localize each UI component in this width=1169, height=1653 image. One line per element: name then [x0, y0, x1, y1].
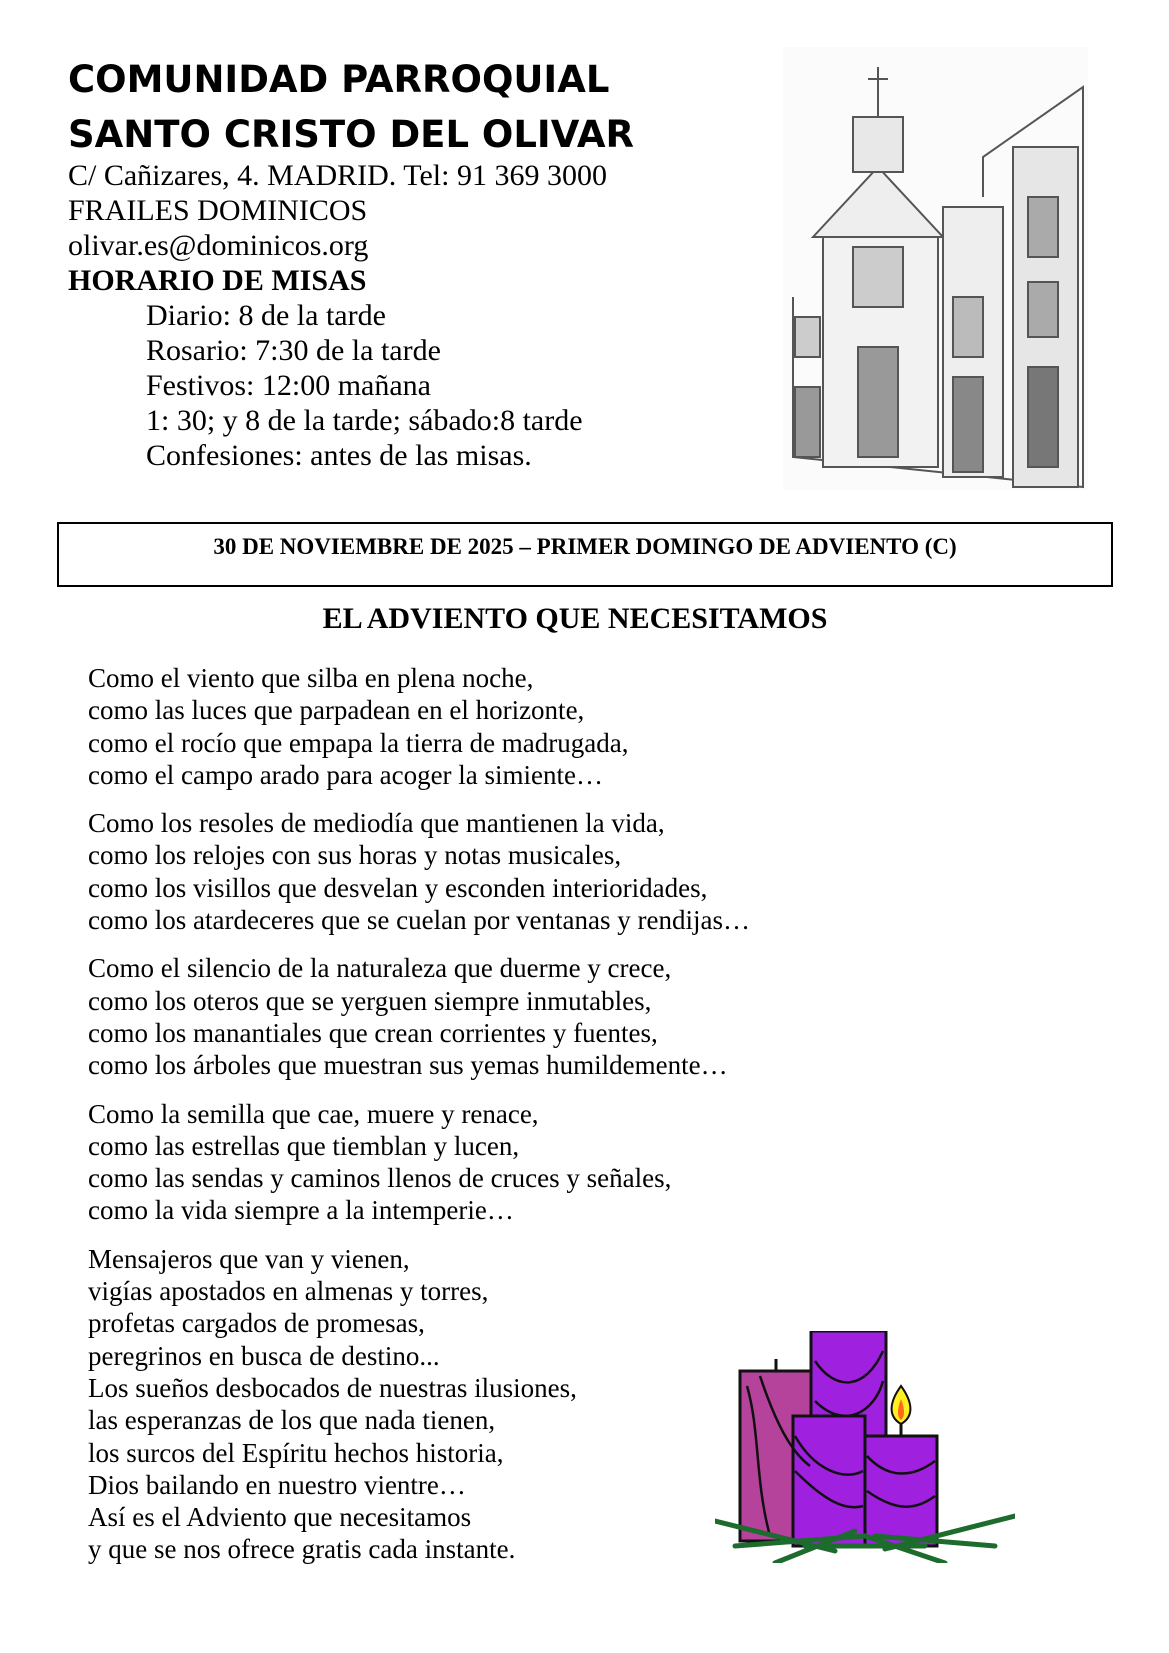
poem-line: las esperanzas de los que nada tienen, — [88, 1405, 496, 1436]
poem-line: como los atardeceres que se cuelan por ventanas y rendijas… — [88, 905, 750, 936]
poem-line: Los sueños desbocados de nuestras ilusiones, — [88, 1372, 577, 1403]
date-banner-text: 30 DE NOVIEMBRE DE 2025 – PRIMER DOMINGO DE ADVIENTO (C) — [213, 534, 957, 559]
poem — [88, 662, 750, 1582]
poem-stanza — [88, 662, 750, 791]
schedule-list — [68, 298, 607, 473]
poem-line: como el rocío que empapa la tierra de madrugada, — [88, 727, 629, 758]
poem-line: como el campo arado para acoger la simiente… — [88, 759, 604, 790]
poem-line: y que se nos ofrece gratis cada instante. — [88, 1534, 516, 1565]
parish-info — [68, 158, 607, 473]
poem-line: como los relojes con sus horas y notas musicales, — [88, 840, 622, 871]
poem-line: Mensajeros que van y vienen, — [88, 1243, 410, 1274]
poem-line: Como el silencio de la naturaleza que duerme y crece, — [88, 953, 672, 984]
poem-stanza — [88, 952, 750, 1081]
schedule-item: 1: 30; y 8 de la tarde; sábado:8 tarde — [146, 404, 583, 437]
poem-title: EL ADVIENTO QUE NECESITAMOS — [322, 602, 828, 635]
poem-line: como las sendas y caminos llenos de cruces y señales, — [88, 1163, 672, 1194]
schedule-title: HORARIO DE MISAS — [68, 264, 367, 297]
poem-line: como los visillos que desvelan y esconden interioridades, — [88, 872, 708, 903]
poem-line: como los árboles que muestran sus yemas humildemente… — [88, 1050, 728, 1081]
schedule-item: Confesiones: antes de las misas. — [146, 439, 532, 472]
advent-candles-image — [715, 1331, 1015, 1563]
poem-line: Como los resoles de mediodía que mantienen la vida, — [88, 808, 665, 839]
poem-line: Como la semilla que cae, muere y renace, — [88, 1098, 539, 1129]
schedule-item: Diario: 8 de la tarde — [146, 299, 386, 332]
title-line-1: COMUNIDAD PARROQUIAL — [68, 58, 610, 101]
poem-line: como los manantiales que crean corrientes y fuentes, — [88, 1017, 658, 1048]
poem-stanza — [88, 1243, 750, 1566]
poem-stanza — [88, 807, 750, 936]
poem-line: Dios bailando en nuestro vientre… — [88, 1469, 466, 1500]
title-line-2: SANTO CRISTO DEL OLIVAR — [68, 113, 634, 156]
schedule-item: Festivos: 12:00 mañana — [146, 369, 431, 402]
poem-line: vigías apostados en almenas y torres, — [88, 1276, 489, 1307]
schedule-item: Rosario: 7:30 de la tarde — [146, 334, 441, 367]
email-link[interactable]: olivar.es@dominicos.org — [68, 229, 369, 262]
poem-line: como la vida siempre a la intemperie… — [88, 1195, 514, 1226]
address: C/ Cañizares, 4. MADRID. Tel: 91 369 3000 — [68, 159, 607, 192]
date-banner — [57, 522, 1113, 587]
poem-line: Como el viento que silba en plena noche, — [88, 663, 534, 693]
poem-line: como las luces que parpadean en el horizonte, — [88, 695, 585, 726]
poem-line: Así es el Adviento que necesitamos — [88, 1502, 472, 1533]
order-name: FRAILES DOMINICOS — [68, 194, 368, 227]
poem-line: peregrinos en busca de destino... — [88, 1340, 440, 1371]
poem-stanza — [88, 1098, 750, 1227]
poem-line: profetas cargados de promesas, — [88, 1308, 425, 1339]
poem-line: como los oteros que se yerguen siempre inmutables, — [88, 985, 652, 1016]
poem-line: los surcos del Espíritu hechos historia, — [88, 1437, 504, 1468]
poem-line: como las estrellas que tiemblan y lucen, — [88, 1130, 520, 1161]
parish-title — [68, 52, 634, 162]
church-drawing — [783, 47, 1088, 490]
